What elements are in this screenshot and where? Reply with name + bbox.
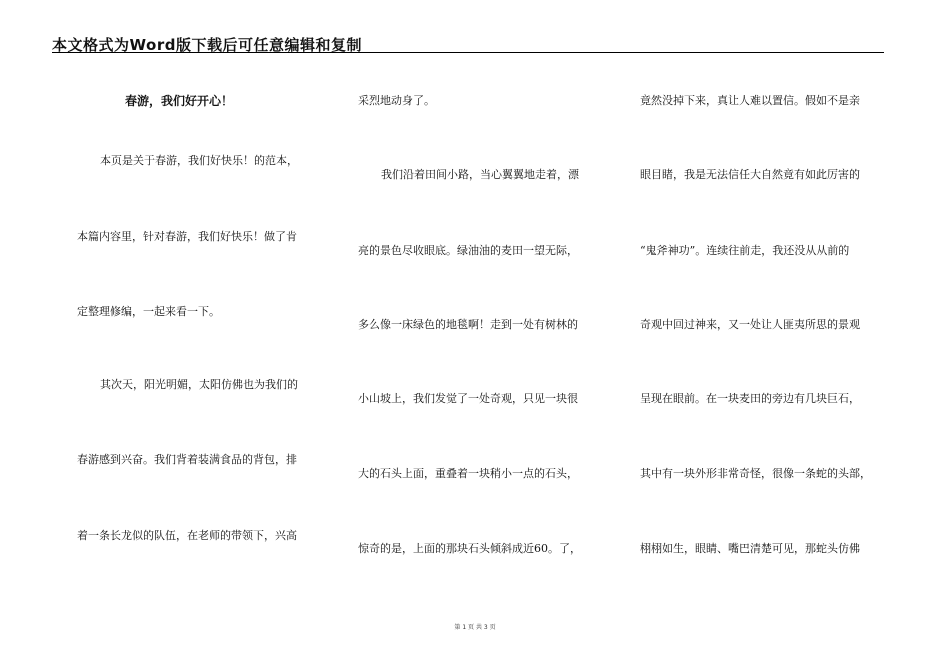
paragraph-line: 大的石头上面，重叠着一块稍小一点的石头， bbox=[358, 467, 578, 480]
paragraph-line: 小山坡上，我们发觉了一处奇观，只见一块很 bbox=[358, 392, 578, 405]
paragraph-line: 竟然没掉下来，真让人难以置信。假如不是亲 bbox=[640, 94, 860, 107]
paragraph-line: 本页是关于春游，我们好快乐！的范本， bbox=[100, 154, 298, 167]
paragraph-line: 本篇内容里，针对春游，我们好快乐！做了肯 bbox=[77, 230, 297, 243]
paragraph-line: “鬼斧神功”。连续往前走，我还没从从前的 bbox=[640, 244, 850, 257]
paragraph-line: 呈现在眼前。在一块麦田的旁边有几块巨石， bbox=[640, 392, 860, 405]
paragraph-line: 着一条长龙似的队伍，在老师的带领下，兴高 bbox=[77, 529, 297, 542]
page-footer: 第 1 页 共 3 页 bbox=[454, 624, 496, 631]
paragraph-line: 其中有一块外形非常奇怪，很像一条蛇的头部， bbox=[640, 467, 871, 480]
paragraph-line: 采烈地动身了。 bbox=[358, 94, 435, 107]
paragraph-line: 亮的景色尽收眼底。绿油油的麦田一望无际， bbox=[358, 244, 578, 257]
paragraph-line: 定整理修编，一起来看一下。 bbox=[77, 305, 220, 318]
paragraph-line: 其次天，阳光明媚，太阳仿佛也为我们的 bbox=[100, 378, 298, 391]
document-header-title: 本文格式为Word版下载后可任意编辑和复制 bbox=[52, 36, 362, 54]
paragraph-line: 栩栩如生，眼睛、嘴巴清楚可见，那蛇头仿佛 bbox=[640, 542, 860, 555]
paragraph-line: 我们沿着田间小路，当心翼翼地走着，漂 bbox=[381, 168, 579, 181]
paragraph-line: 春游感到兴奋。我们背着装满食品的背包，排 bbox=[77, 453, 297, 466]
paragraph-line: 惊奇的是，上面的那块石头倾斜成近60。了， bbox=[358, 542, 581, 555]
paragraph-line: 眼目睹，我是无法信任大自然竟有如此厉害的 bbox=[640, 168, 860, 181]
paragraph-line: 多么像一床绿色的地毯啊！走到一处有树林的 bbox=[358, 318, 578, 331]
article-title: 春游，我们好开心！ bbox=[125, 94, 234, 108]
header-divider bbox=[52, 52, 884, 53]
paragraph-line: 奇观中回过神来，又一处让人匪夷所思的景观 bbox=[640, 318, 860, 331]
